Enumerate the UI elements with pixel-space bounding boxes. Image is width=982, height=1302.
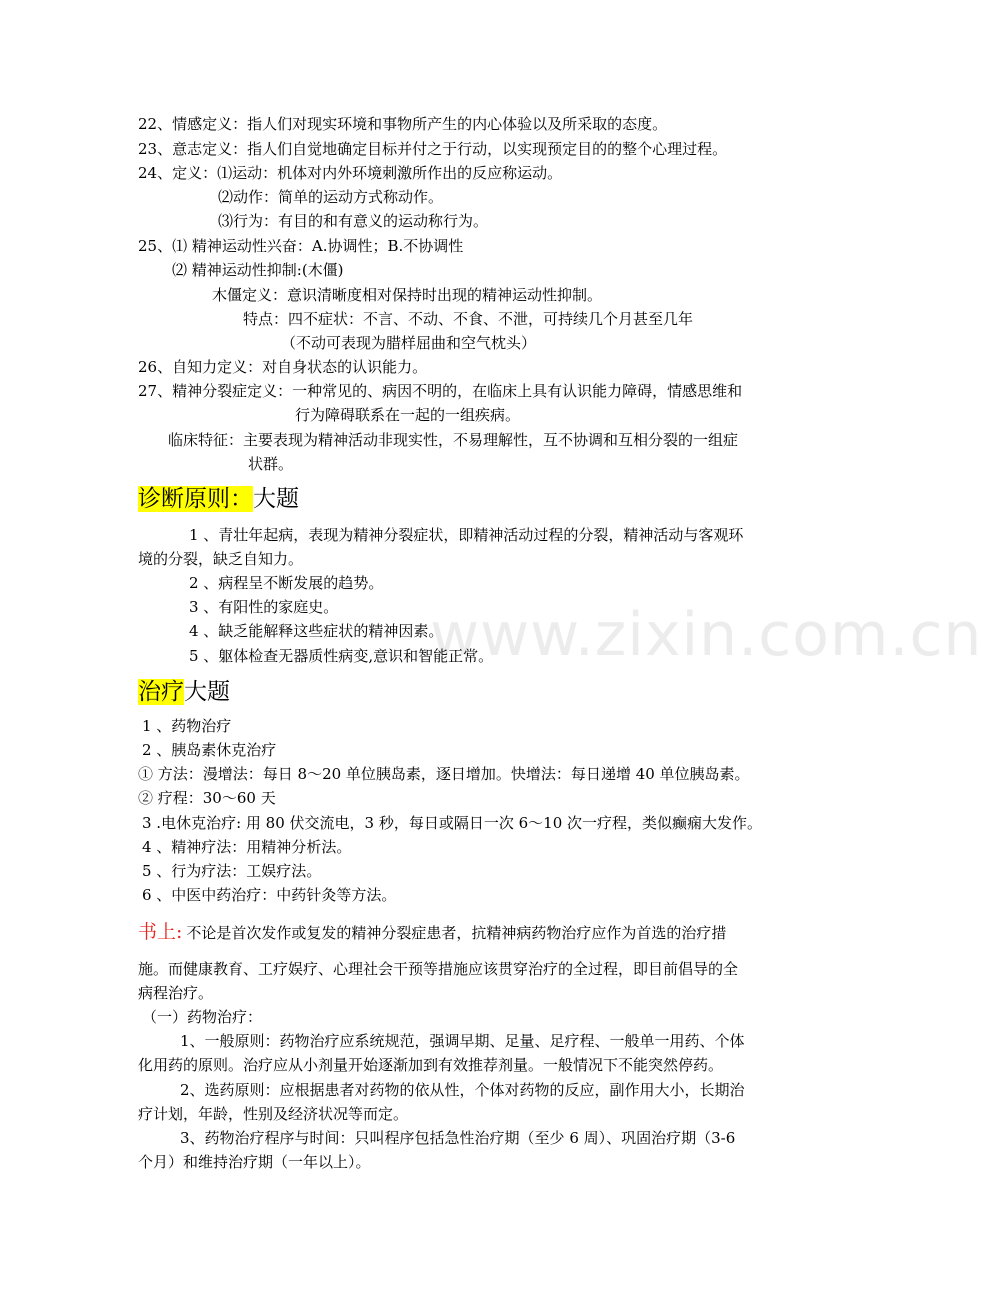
treatment-heading-rest: 大题 (184, 679, 230, 705)
diagnosis-item-5: 5 、躯体检查无器质性病变,意识和智能正常。 (189, 647, 494, 665)
treatment-item-4: 4 、精神疗法：用精神分析法。 (142, 838, 352, 856)
book-text-1: 不论是首次发作或复发的精神分裂症患者，抗精神病药物治疗应作为首选的治疗措 (186, 924, 727, 942)
definition-25-excitement: 25、⑴ 精神运动性兴奋：A.协调性；B.不协调性 (138, 237, 464, 255)
definition-25-inhibition: ⑵ 精神运动性抑制:(木僵) (172, 261, 344, 279)
diagnosis-heading (138, 484, 299, 514)
book-item-1-line1: 1、一般原则：药物治疗应系统规范，强调早期、足量、足疗程、一般单一用药、个体 (180, 1032, 745, 1050)
definition-27-line1: 27、精神分裂症定义：一种常见的、病因不明的，在临床上具有认识能力障碍，情感思维和 (138, 382, 743, 400)
treatment-item-1: 1 、药物治疗 (142, 717, 232, 735)
definition-22: 22、情感定义：指人们对现实环境和事物所产生的内心体验以及所采取的态度。 (138, 115, 668, 133)
definition-24-behavior: ⑶行为：有目的和有意义的运动称行为。 (218, 212, 489, 230)
book-item-2-line1: 2、选药原则：应根据患者对药物的依从性，个体对药物的反应，副作用大小，长期治 (180, 1081, 745, 1099)
book-item-2-line2: 疗计划，年龄，性别及经济状况等而定。 (138, 1105, 409, 1123)
treatment-item-3: 3 .电休克治疗: 用 80 伏交流电，3 秒，每日或隔日一次 6～10 次一疗程，类似癫痫大发作。 (142, 814, 763, 832)
treatment-heading (138, 677, 230, 707)
treatment-heading-highlight: 治疗 (138, 679, 184, 705)
diagnosis-item-1-line1: 1 、青壮年起病，表现为精神分裂症状，即精神活动过程的分裂，精神活动与客观环 (189, 526, 744, 544)
watermark: www.zixin.com.cn (430, 600, 982, 670)
book-paragraph-line3: 病程治疗。 (138, 984, 214, 1002)
definition-25-note: （不动可表现为腊样屈曲和空气枕头） (281, 334, 537, 352)
definition-27-line2: 行为障碍联系在一起的一组疾病。 (295, 406, 521, 424)
clinical-features-line1: 临床特征：主要表现为精神活动非现实性，不易理解性，互不协调和互相分裂的一组症 (168, 431, 739, 449)
definition-25-features: 特点：四不症状：不言、不动、不食、不泄，可持续几个月甚至几年 (243, 310, 694, 328)
clinical-features-line2: 状群。 (248, 455, 294, 473)
definition-24-action: ⑵动作：简单的运动方式称动作。 (218, 188, 444, 206)
definition-23: 23、意志定义：指人们自觉地确定目标并付之于行动，以实现预定目的的整个心理过程。 (138, 140, 728, 158)
book-item-1-line2: 化用药的原则。治疗应从小剂量开始逐渐加到有效推荐剂量。一般情况下不能突然停药。 (138, 1056, 724, 1074)
diagnosis-heading-highlight: 诊断原则： (138, 486, 253, 512)
treatment-item-5: 5 、行为疗法：工娱疗法。 (142, 862, 322, 880)
definition-25-stupor: 木僵定义：意识清晰度相对保持时出现的精神运动性抑制。 (212, 286, 603, 304)
treatment-item-6: 6 、中医中药治疗：中药针灸等方法。 (142, 886, 397, 904)
diagnosis-item-2: 2 、病程呈不断发展的趋势。 (189, 574, 384, 592)
diagnosis-heading-rest: 大题 (253, 486, 299, 512)
book-label: 书上: (138, 921, 183, 943)
diagnosis-item-1-line2: 境的分裂，缺乏自知力。 (138, 550, 304, 568)
treatment-item-2-course: ② 疗程：30～60 天 (138, 789, 276, 807)
book-subheading: （一）药物治疗： (142, 1008, 263, 1026)
treatment-item-2-method: ① 方法：漫增法：每日 8～20 单位胰岛素，逐日增加。快增法：每日递增 40 单位胰岛素。 (138, 765, 750, 783)
treatment-item-2: 2 、胰岛素休克治疗 (142, 741, 277, 759)
book-paragraph-line1 (138, 919, 726, 946)
diagnosis-item-3: 3 、有阳性的家庭史。 (189, 598, 339, 616)
diagnosis-item-4: 4 、缺乏能解释这些症状的精神因素。 (189, 622, 444, 640)
definition-24-motion: 24、定义：⑴运动：机体对内外环境刺激所作出的反应称运动。 (138, 164, 563, 182)
book-item-3-line1: 3、药物治疗程序与时间：只叫程序包括急性治疗期（至少 6 周）、巩固治疗期（3-6 (180, 1129, 736, 1147)
book-paragraph-line2: 施。而健康教育、工疗娱疗、心理社会干预等措施应该贯穿治疗的全过程，即目前倡导的全 (138, 960, 739, 978)
definition-26: 26、自知力定义：对自身状态的认识能力。 (138, 358, 428, 376)
book-item-3-line2: 个月）和维持治疗期（一年以上）。 (138, 1153, 371, 1171)
